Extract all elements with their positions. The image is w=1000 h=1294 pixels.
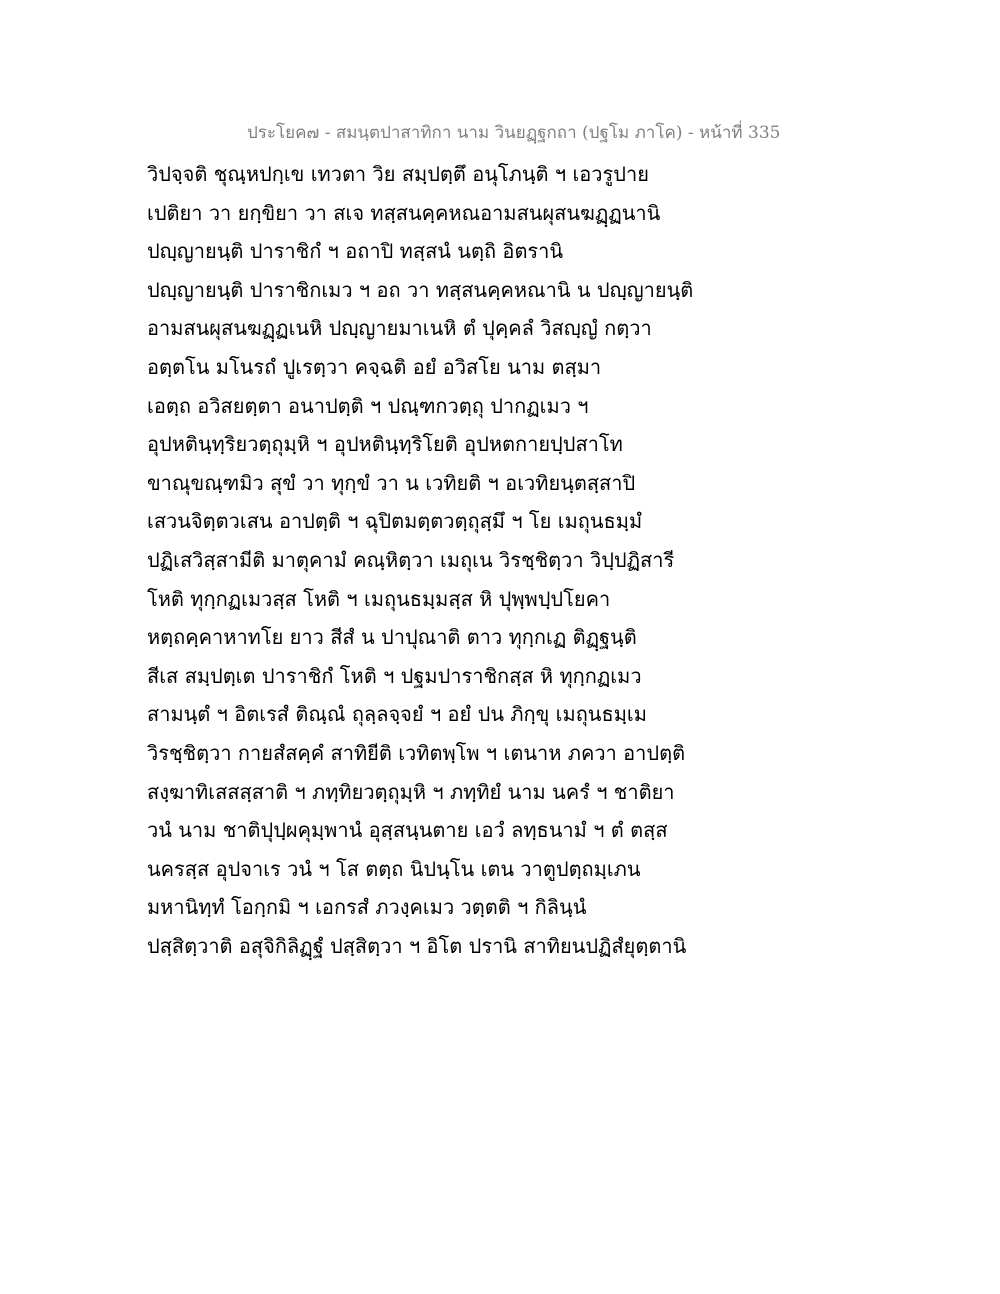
text-line: ปญฺญายนฺติ ปาราชิกเมว ฯ อถ วา ทสฺสนคฺคหณานิ น ปญฺญายนฺติ xyxy=(147,277,694,302)
text-line: นครสฺส อุปจาเร วนํ ฯ โส ตตฺถ นิปนฺโน เตน วาตูปตฺถมฺเภน xyxy=(147,856,641,881)
text-line: หตฺถคฺคาหาทโย ยาว สีสํ น ปาปุณาติ ตาว ทุกฺกเฏ ติฏฺฐนฺติ xyxy=(147,625,637,650)
text-line: สีเส สมฺปตฺเต ปาราชิกํ โหติ ฯ ปฐมปาราชิกสฺส หิ ทุกฺกฏเมว xyxy=(147,663,642,688)
text-line: เสวนจิตฺตวเสน อาปตฺติ ฯ ฉุปิตมตฺตวตฺถุสฺมึ ฯ โย เมถุนธมฺมํ xyxy=(147,509,643,534)
text-line: ปสฺสิตฺวาติ อสุจิกิลิฏฺฐํ ปสฺสิตฺวา ฯ อิโต ปรานิ สาทิยนปฏิสํยุตฺตานิ xyxy=(147,933,687,958)
text-line: เอตฺถ อวิสยตฺตา อนาปตฺติ ฯ ปณฺฑกวตฺถุ ปากฏเมว ฯ xyxy=(147,393,589,418)
running-header: ประโยค๗ - สมนฺตปาสาทิกา นาม วินยฏฺฐกถา (ปฐโม ภาโค) - หน้าที่ 335 xyxy=(247,123,781,143)
text-line: วิรชฺชิตฺวา กายสํสคฺคํ สาทิยีติ เวทิตพฺโพ ฯ เตนาห ภควา อาปตฺติ xyxy=(147,740,686,765)
text-line: วิปจฺจติ ชุณฺหปกฺเข เทวตา วิย สมฺปตฺตึ อนุโภนฺติ ฯ เอวรูปาย xyxy=(147,162,649,186)
text-line: เปติยา วา ยกฺขิยา วา สเจ ทสฺสนคฺคหณอามสนผุสนฆฏฺฏนานิ xyxy=(147,200,661,225)
text-line: สามนฺตํ ฯ อิตเรสํ ติณฺณํ ถุลฺลจฺจยํ ฯ อยํ ปน ภิกฺขุ เมถุนธมฺเม xyxy=(147,702,647,727)
text-line: โหติ ทุกฺกฏเมวสฺส โหติ ฯ เมถุนธมฺมสฺส หิ ปุพฺพปฺปโยคา xyxy=(147,586,611,611)
text-line: อามสนผุสนฆฏฺฏเนหิ ปญฺญายมาเนหิ ตํ ปุคฺคลํ วิสญฺญํ กตฺวา xyxy=(147,316,652,341)
text-line: ขาณุขณฺฑมิว สุขํ วา ทุกฺขํ วา น เวทิยติ ฯ อเวทิยนฺตสฺสาปิ xyxy=(147,470,636,495)
text-line: ปฏิเสวิสฺสามีติ มาตุคามํ คณฺหิตฺวา เมถุเน วิรชฺชิตฺวา วิปฺปฏิสารี xyxy=(147,547,675,572)
text-line: มหานิทฺทํ โอกฺกมิ ฯ เอกรสํ ภวงฺคเมว วตฺตติ ฯ กิลินฺนํ xyxy=(147,895,587,920)
text-line: ปญฺญายนฺติ ปาราชิกํ ฯ อถาปิ ทสฺสนํ นตฺถิ อิตรานิ xyxy=(147,239,564,264)
text-line: วนํ นาม ชาติปุปฺผคุมฺพานํ อุสฺสนฺนตาย เอวํ ลทฺธนามํ ฯ ตํ ตสฺส xyxy=(147,818,668,843)
text-line: อุปหตินฺทฺริยวตฺถุมฺหิ ฯ อุปหตินฺทฺริโยติ อุปหตกายปฺปสาโท xyxy=(147,432,623,457)
text-line: สงฺฆาทิเสสสฺสาติ ฯ ภทฺทิยวตฺถุมฺหิ ฯ ภทฺทิยํ นาม นครํ ฯ ชาติยา xyxy=(147,779,675,804)
body-text xyxy=(147,155,707,965)
text-line: อตฺตโน มโนรถํ ปูเรตฺวา คจฺฉติ อยํ อวิสโย นาม ตสฺมา xyxy=(147,354,602,379)
